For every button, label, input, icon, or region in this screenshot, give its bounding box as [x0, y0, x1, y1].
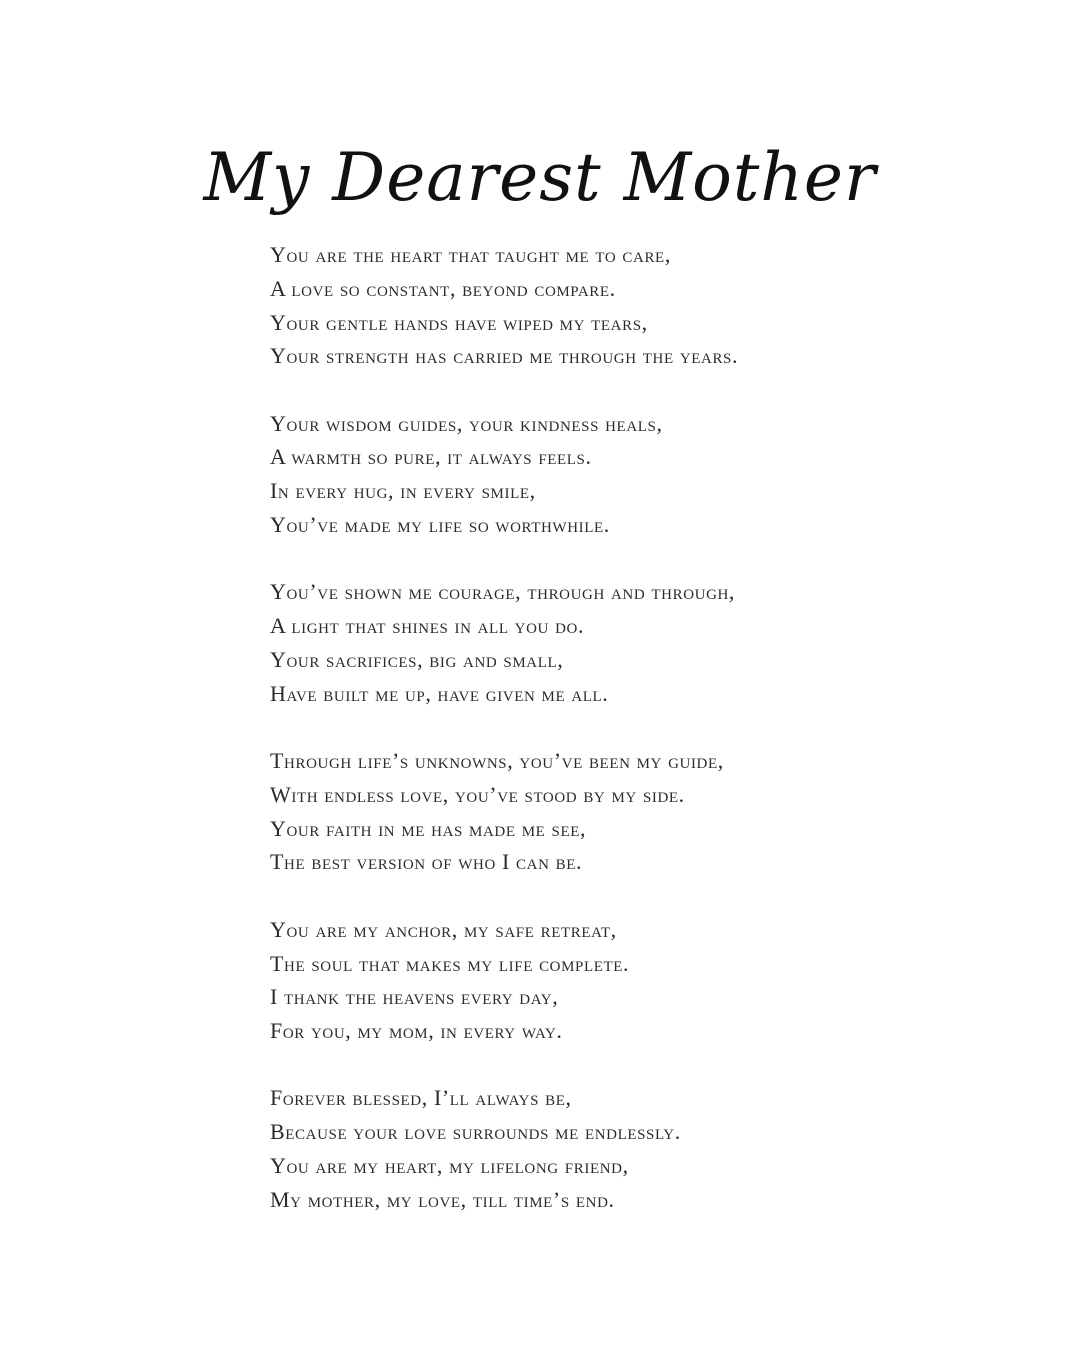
- poem-line: The soul that makes my life complete.: [270, 950, 630, 976]
- stanza-4: [270, 744, 1050, 913]
- poem-line: Your faith in me has made me see,: [270, 815, 587, 841]
- poem-line: You are my heart, my lifelong friend,: [270, 1152, 629, 1178]
- poem-line: The best version of who I can be.: [270, 849, 583, 875]
- poem-line: My mother, my love, till time’s end.: [270, 1186, 615, 1212]
- stanza-1: [270, 238, 1050, 407]
- poem-line: In every hug, in every smile,: [270, 478, 536, 504]
- poem-line: I thank the heavens every day,: [270, 984, 559, 1010]
- poem-line: Through life’s unknowns, you’ve been my guide,: [270, 748, 724, 774]
- poem-line: Have built me up, have given me all.: [270, 680, 609, 706]
- poem-line: A love so constant, beyond compare.: [270, 275, 616, 301]
- stanza-3: [270, 575, 1050, 744]
- poem-line: You are the heart that taught me to care,: [270, 242, 671, 267]
- stanza-6: [270, 1081, 1050, 1250]
- poem-line: A warmth so pure, it always feels.: [270, 444, 592, 470]
- poem-line: Your sacrifices, big and small,: [270, 646, 564, 672]
- poem-line: Your wisdom guides, your kindness heals,: [270, 410, 663, 436]
- poem-line: You’ve shown me courage, through and through,: [270, 579, 736, 605]
- poem-body: [270, 238, 1050, 1250]
- poem-line: You’ve made my life so worthwhile.: [270, 511, 610, 537]
- poem-line: A light that shines in all you do.: [270, 613, 585, 639]
- poem-line: Your strength has carried me through the years.: [270, 343, 739, 369]
- poem-line: Because your love surrounds me endlessly.: [270, 1119, 681, 1145]
- poem-line: Your gentle hands have wiped my tears,: [270, 309, 648, 335]
- poem-line: You are my anchor, my safe retreat,: [270, 916, 617, 942]
- stanza-2: [270, 407, 1050, 576]
- poem-line: With endless love, you’ve stood by my side.: [270, 781, 685, 807]
- poem-title: My Dearest Mother: [203, 139, 877, 217]
- poem-line: Forever blessed, I’ll always be,: [270, 1085, 572, 1111]
- stanza-5: [270, 913, 1050, 1082]
- poem-line: For you, my mom, in every way.: [270, 1018, 563, 1043]
